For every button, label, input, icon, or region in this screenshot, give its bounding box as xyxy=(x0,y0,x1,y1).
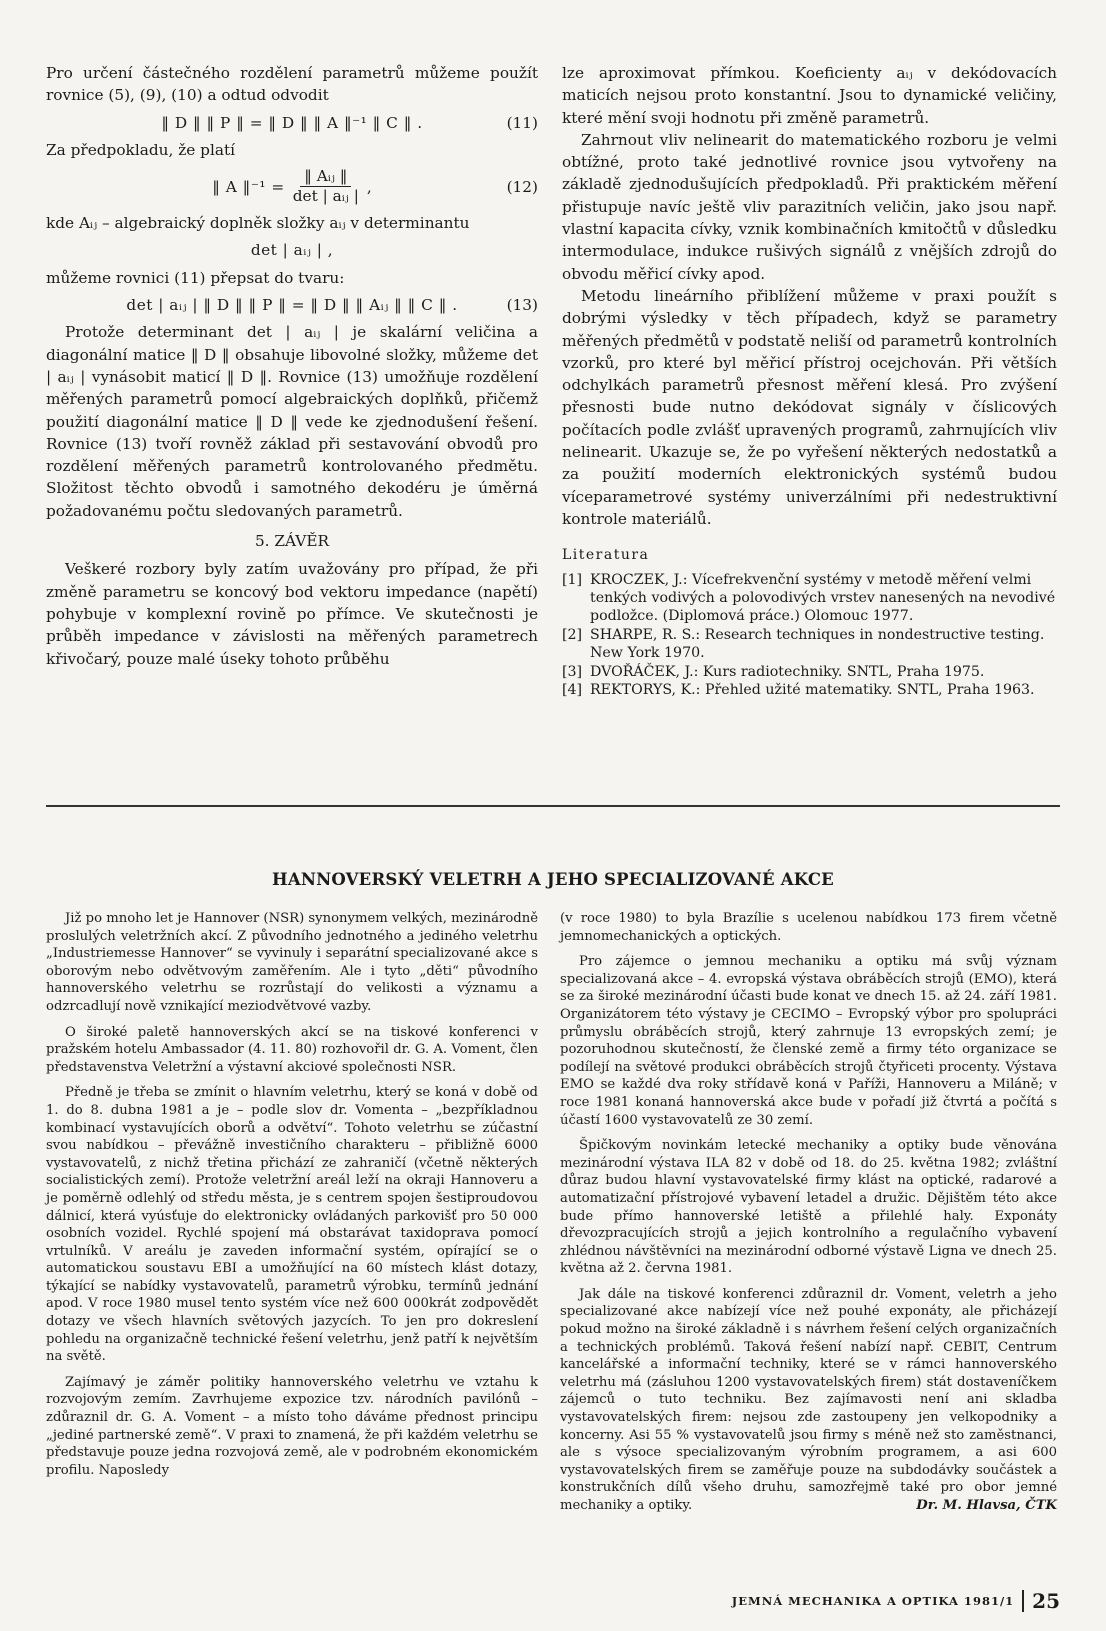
paragraph: Veškeré rozbory byly zatím uvažovány pro případ, že při změně parametru se koncový bod vektoru impedance (napětí) pohybuje v komplexní rovině po přímce. Ve skutečnosti je průběh impedance v závislosti na měřených parametrech křivočarý, pouze malé úseky tohoto průběhu xyxy=(46,560,538,668)
reference-item xyxy=(562,681,1057,699)
reference-text: KROCZEK, J.: Vícefrekvenční systémy v metodě měření velmi tenkých vodivých a polovodivých vrstev nanesených na nevodivé podložce. (Diplomová práce.) Olomouc 1977. xyxy=(590,571,1056,625)
reference-list xyxy=(562,571,1057,700)
paragraph: Zahrnout vliv nelinearit do matematického rozboru je velmi obtížné, proto také jednotlivé rovnice jsou vytvořeny na základě zjednodušujících předpokladů. Při praktickém měření přistupuje navíc ještě vliv parazitních veličin, jako jsou např. vlastní kapacita cívky, vznik kombinačních kmitočtů v důsledku intermodulace, indukce rušivých signálů z vnějších zdrojů do obvodu měřicí cívky apod. xyxy=(562,130,1057,283)
equation-11 xyxy=(46,112,538,134)
section-divider xyxy=(46,805,1060,807)
reference-text: DVOŘÁČEK, J.: Kurs radiotechniky. SNTL, Praha 1975. xyxy=(590,663,985,680)
paragraph: lze aproximovat přímkou. Koeficienty aᵢⱼ v dekódovacích maticích nejsou proto konstantní. Jsou to dynamické veličiny, které mění svoji hodnotu při změně parametrů. xyxy=(562,64,1057,127)
reference-item xyxy=(562,626,1057,663)
paragraph: O široké paletě hannoverských akcí se na tiskové konferenci v pražském hotelu Ambassador (4. 11. 80) rozhovořil dr. G. A. Voment, člen představenstva Veletržní a výstavní akciové společnosti NSR. xyxy=(46,1024,538,1075)
equation-text: det | aᵢⱼ | ‖ D ‖ ‖ P ‖ = ‖ D ‖ ‖ Aᵢⱼ ‖ ‖ C ‖ . xyxy=(126,296,458,315)
paragraph: Předně je třeba se zmínit o hlavním veletrhu, který se koná v době od 1. do 8. dubna 1981 a je – podle slov dr. Vomenta – „bezpříkladnou kombinací vystavujících oborů a odvětví“. Tohoto veletrhu se zúčastní svou nabídkou – převážně investičního charakteru – přibližně 6000 vystavovatelů, z nichž třetina přichází ze zahraničí (včetně některých socialistických zemí). Protože veletržní areál leží na okraji Hannoveru a je poměrně odlehlý od středu města, je s centrem spojen šestiproudovou dálnicí, která vyúsťuje do elektronicky ovládaných parkovišť pro 50 000 osobních vozidel. Rychlé spojení má obstarávat taxidoprava pomocí vrtulníků. V areálu je zaveden informační systém, opírající se o automatickou soustavu EBI a umožňující na 60 místech klást dotazy, týkající se nabídky vystavovatelů, parametrů výrobku, termínů jednání apod. V roce 1980 musel tento systém více než 600 000krát zodpovědět dotazy ve všech hlavních světových jazycích. To jen pro dokreslení pohledu na organizačně technické řešení veletrhu, jenž patří k největším na světě. xyxy=(46,1085,538,1365)
reference-number: [1] xyxy=(562,571,583,588)
reference-item xyxy=(562,663,1057,681)
top-right-column xyxy=(562,62,1057,699)
bottom-right-column xyxy=(560,910,1057,1523)
equation-comma: , xyxy=(366,177,372,196)
fraction-numerator: ‖ Aᵢⱼ ‖ xyxy=(300,167,351,187)
paragraph: (v roce 1980) to byla Brazílie s ucelenou nabídkou 173 firem včetně jemnomechanických a optických. xyxy=(560,911,1057,944)
paragraph xyxy=(560,1286,1057,1515)
paragraph: Protože determinant det | aᵢⱼ | je skalární veličina a diagonální matice ‖ D ‖ obsahuje libovolné složky, můžeme det | aᵢⱼ | vynásobit maticí ‖ D ‖. Rovnice (13) umožňuje rozdělení měřených parametrů pomocí algebraických doplňků, přičemž použití diagonální matice ‖ D ‖ vede ke zjednodušení řešení. Rovnice (13) tvoří rovněž základ při sestavování obvodů pro rozdělení měřených parametrů kontrolovaného předmětu. Složitost těchto obvodů i samotného dekodéru je úměrná požadovanému počtu sledovaných parametrů. xyxy=(46,323,538,520)
page-footer xyxy=(732,1589,1060,1613)
paragraph: Zajímavý je záměr politiky hannoverského veletrhu ve vztahu k rozvojovým zemím. Zavrhujeme expozice tzv. národních pavilónů – zdůraznil dr. G. A. Voment – a místo toho dáváme přednost principu „jediné partnerské země“. V praxi to znamená, že při každém veletrhu se představuje pouze jedna rozvojová země, ale v podrobném ekonomickém profilu. Naposledy xyxy=(46,1374,538,1478)
equation-number: (13) xyxy=(506,296,538,315)
equation-number: (11) xyxy=(506,113,538,132)
reference-item xyxy=(562,571,1057,626)
paragraph: kde Aᵢⱼ – algebraický doplněk složky aᵢⱼ v determinantu xyxy=(46,214,470,233)
author-signature: Dr. M. Hlavsa, ČTK xyxy=(916,1498,1057,1513)
paragraph: Pro zájemce o jemnou mechaniku a optiku má svůj význam specializovaná akce – 4. evropská výstava obráběcích strojů (EMO), která se za široké mezinárodní účasti bude konat ve dnech 15. až 24. září 1981. Organizátorem této výstavy je CECIMO – Evropský výbor pro spolupráci průmyslu obráběcích strojů, který zahrnuje 13 evropských zemí; je pozoruhodnou skutečností, že členské země a firmy této organizace se podílejí na světové produkci obráběcích strojů čtyřiceti procenty. Výstava EMO se každé dva roky střídavě koná v Paříži, Hannoveru a Miláně; v roce 1981 konaná hannoverská akce bude v pořadí již čtvrtá a počítá s účastí 1600 vystavovatelů ze 30 zemí. xyxy=(560,954,1057,1128)
equation-number: (12) xyxy=(506,177,538,196)
journal-name: JEMNÁ MECHANIKA A OPTIKA 1981/1 xyxy=(731,1594,1015,1608)
paragraph: Za předpokladu, že platí xyxy=(46,140,236,159)
paragraph: Již po mnoho let je Hannover (NSR) synonymem velkých, mezinárodně proslulých veletržních akcí. Z původního jednotného a jediného veletrhu „Industriemesse Hannover“ se vyvinuly i separátní specializované akce s oborovým nebo odvětvovým zaměřením. Ale i tyto „děti“ původního hannoverského veletrhu se rozrůstají do velikosti a významu a odzrcadlují nově vznikající meziodvětvové vazby. xyxy=(46,911,538,1014)
equation-12 xyxy=(46,167,538,206)
equation-left: ‖ A ‖⁻¹ = xyxy=(212,177,285,196)
page-number: 25 xyxy=(1032,1589,1060,1613)
paragraph: Pro určení částečného rozdělení parametrů můžeme použít rovnice (5), (9), (10) a odtud odvodit xyxy=(46,64,538,105)
determinant-line xyxy=(46,239,538,261)
article-title: HANNOVERSKÝ VELETRH A JEHO SPECIALIZOVANÉ AKCE xyxy=(272,870,834,889)
equation-text: det | aᵢⱼ | , xyxy=(250,241,334,260)
equation-13 xyxy=(46,294,538,316)
paragraph-text: Jak dále na tiskové konferenci zdůraznil dr. Voment, veletrh a jeho specializované akce nabízejí více než pouhé exponáty, ale přicházejí pokud možno na široké základně i s návrhem řešení celých organizačních a technických problémů. Taková řešení nabízí např. CEBIT, Centrum kancelářské a informační techniky, které se v rámci hannoverského veletrhu má (zásluhou 1200 vystavovatelských firem) stát dostaveníčkem zájemců o tuto techniku. Bez zajímavosti není ani skladba vystavovatelských firem: nejsou zde zastoupeny jen velkopodniky a koncerny. Asi 55 % vystavovatelů jsou firmy s méně než sto zaměstnanci, ale s výsoce specializovaným výrobním programem, a asi 600 vystavovatelských firem se zaměřuje pouze na subdodávky součástek a konstrukčních dílů všeho druhu, samozřejmě také pro obor jemné mechaniky a optiky. xyxy=(560,1286,1057,1513)
fraction-denominator: det | aᵢⱼ | xyxy=(292,187,359,206)
section-heading: 5. ZÁVĚR xyxy=(254,532,330,551)
literature-heading: Literatura xyxy=(562,547,650,564)
footer-divider xyxy=(1022,1590,1024,1612)
equation-text: ‖ D ‖ ‖ P ‖ = ‖ D ‖ ‖ A ‖⁻¹ ‖ C ‖ . xyxy=(161,113,423,132)
top-left-column xyxy=(46,62,538,670)
reference-number: [4] xyxy=(562,681,583,698)
paragraph: můžeme rovnici (11) přepsat do tvaru: xyxy=(46,268,345,287)
paragraph: Špičkovým novinkám letecké mechaniky a optiky bude věnována mezinárodní výstava ILA 82 v době od 18. do 25. května 1982; zvláštní důraz budou hlavní vystavovatelské firmy klást na optické, radarové a automatizační přístrojové vybavení letadel a družic. Dějištěm této akce bude přímo hannoverské letiště a přilehlé haly. Exponáty dřevozpracujících strojů a jejich kontrolního a regulačního vybavení zhlédnou návštěvníci na mezinárodní odborné výstavě Ligna ve dnech 25. května až 2. června 1981. xyxy=(560,1138,1057,1277)
reference-text: REKTORYS, K.: Přehled užité matematiky. SNTL, Praha 1963. xyxy=(590,681,1035,698)
reference-number: [3] xyxy=(562,663,583,680)
paragraph: Metodu lineárního přiblížení můžeme v praxi použít s dobrými výsledky v těch případech, když se parametry měřených předmětů v podstatě neliší od parametrů kontrolních vzorků, pro které byl měřicí přístroj ocejchován. Při větších odchylkách parametrů přesnost měření klesá. Pro zvýšení přesnosti bude nutno dekódovat signály v číslicových počítacích podle zvlášť upravených programů, zahrnujících vliv nelinearit. Ukazuje se, že po vyřešení některých nedostatků a za použití moderních elektronických systémů budou víceparametrové systémy univerzálními při nedestruktivní kontrole materiálů. xyxy=(562,286,1057,528)
fraction xyxy=(289,167,363,206)
bottom-left-column xyxy=(46,910,538,1487)
reference-number: [2] xyxy=(562,626,583,643)
reference-text: SHARPE, R. S.: Research techniques in nondestructive testing. New York 1970. xyxy=(590,626,1045,662)
